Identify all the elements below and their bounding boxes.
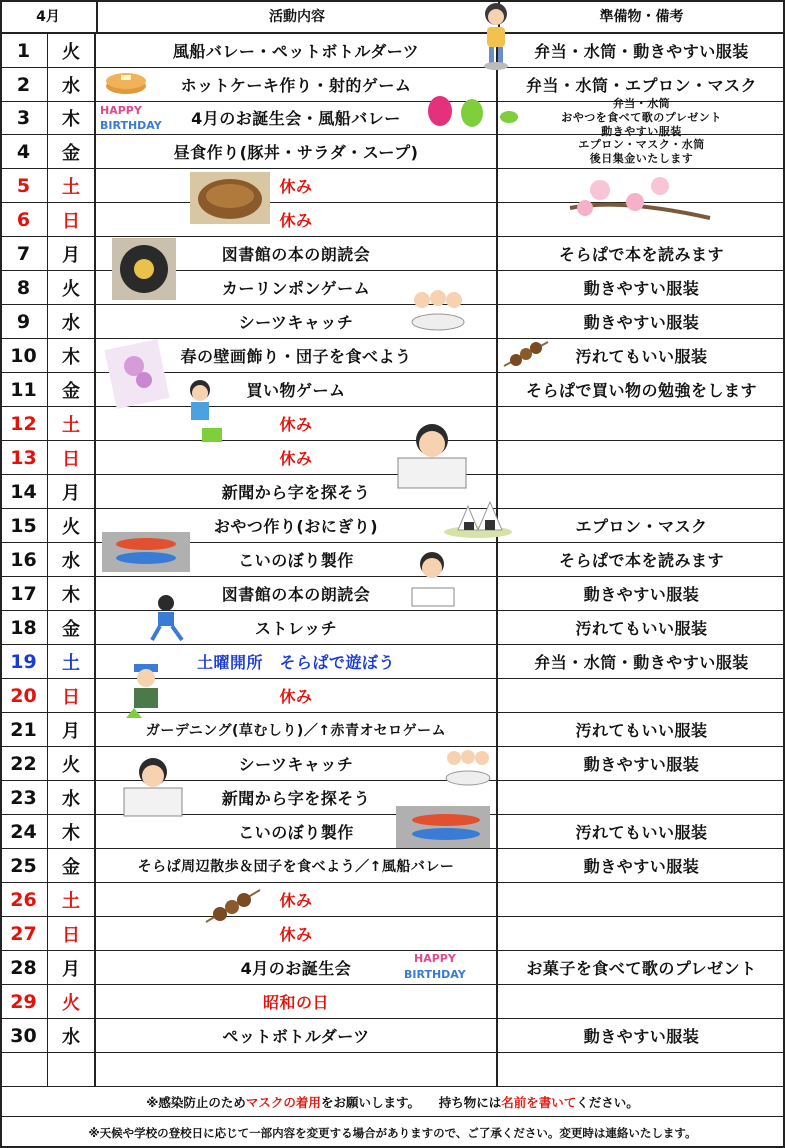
day-number: 29 bbox=[0, 985, 48, 1018]
footer-note-mask bbox=[0, 1087, 785, 1117]
weekday: 金 bbox=[48, 849, 96, 882]
empty-cell bbox=[498, 1053, 785, 1086]
weekday: 火 bbox=[48, 271, 96, 304]
day-number: 11 bbox=[0, 373, 48, 406]
table-row bbox=[0, 203, 785, 237]
weekday: 日 bbox=[48, 441, 96, 474]
footer-text-1a: ※感染防止のため bbox=[146, 1094, 246, 1110]
notes-cell: 汚れてもいい服装 bbox=[575, 721, 708, 740]
day-number: 22 bbox=[0, 747, 48, 780]
weekday: 水 bbox=[48, 781, 96, 814]
notes-header: 準備物・備考 bbox=[599, 9, 684, 25]
activity-cell: 新聞から字を探そう bbox=[96, 781, 498, 814]
notes-cell bbox=[498, 883, 785, 916]
weekday: 木 bbox=[48, 815, 96, 848]
notes-cell bbox=[498, 441, 785, 474]
notes-cell bbox=[498, 169, 785, 202]
activity-cell: 新聞から字を探そう bbox=[96, 475, 498, 508]
activity-cell: こいのぼり製作 bbox=[96, 815, 498, 848]
activity-cell: 図書館の本の朗読会 bbox=[96, 577, 498, 610]
table-row bbox=[0, 373, 785, 407]
weekday: 日 bbox=[48, 917, 96, 950]
day-number: 10 bbox=[0, 339, 48, 372]
notes-cell: 動きやすい服装 bbox=[583, 1027, 700, 1046]
empty-cell bbox=[0, 1053, 48, 1086]
table-row-empty bbox=[0, 1053, 785, 1087]
day-number: 1 bbox=[0, 34, 48, 67]
notes-cell: 動きやすい服装 bbox=[583, 755, 700, 774]
footer-text-1d: 名前を書いて bbox=[501, 1094, 577, 1110]
activity-cell: シーツキャッチ bbox=[96, 305, 498, 338]
table-row bbox=[0, 917, 785, 951]
day-number: 25 bbox=[0, 849, 48, 882]
notes-cell: 動きやすい服装 bbox=[583, 313, 700, 332]
activity-cell: 休み bbox=[96, 203, 498, 236]
table-row bbox=[0, 96, 785, 138]
activity-cell: 昼食作り(豚丼・サラダ・スープ) bbox=[96, 135, 498, 168]
day-number: 15 bbox=[0, 509, 48, 542]
table-row bbox=[0, 305, 785, 339]
table-row bbox=[0, 34, 785, 68]
table-row bbox=[0, 645, 785, 679]
activity-cell: こいのぼり製作 bbox=[96, 543, 498, 576]
day-number: 5 bbox=[0, 169, 48, 202]
notes-cell: 動きやすい服装 bbox=[583, 279, 700, 298]
weekday: 木 bbox=[48, 101, 96, 134]
notes-cell bbox=[498, 96, 785, 138]
notes-cell bbox=[498, 917, 785, 950]
table-row bbox=[0, 237, 785, 271]
day-number: 13 bbox=[0, 441, 48, 474]
notes-cell bbox=[498, 475, 785, 508]
table-row bbox=[0, 475, 785, 509]
day-number: 20 bbox=[0, 679, 48, 712]
day-number: 19 bbox=[0, 645, 48, 678]
table-row bbox=[0, 747, 785, 781]
activity-header: 活動内容 bbox=[96, 0, 500, 32]
activity-cell: 買い物ゲーム bbox=[96, 373, 498, 406]
notes-cell: エプロン・マスク bbox=[575, 517, 708, 536]
activity-cell: 休み bbox=[96, 169, 498, 202]
month-label: 4月 bbox=[0, 0, 98, 32]
weekday: 日 bbox=[48, 679, 96, 712]
notes-cell bbox=[498, 203, 785, 236]
empty-cell bbox=[96, 1053, 498, 1086]
notes-cell bbox=[498, 985, 785, 1018]
notes-cell: そらぱで本を読みます bbox=[558, 245, 724, 264]
table-row bbox=[0, 543, 785, 577]
weekday: 金 bbox=[48, 135, 96, 168]
weekday: 木 bbox=[48, 577, 96, 610]
day-number: 12 bbox=[0, 407, 48, 440]
table-row bbox=[0, 509, 785, 543]
footer-text-2: ※天候や学校の登校日に応じて一部内容を変更する場合がありますので、ご了承ください。変更時は連絡いたします。 bbox=[88, 1125, 697, 1140]
day-number: 4 bbox=[0, 135, 48, 168]
activity-cell: 休み bbox=[96, 441, 498, 474]
weekday: 水 bbox=[48, 305, 96, 338]
weekday: 火 bbox=[48, 34, 96, 67]
day-number: 9 bbox=[0, 305, 48, 338]
table-row bbox=[0, 339, 785, 373]
day-number: 21 bbox=[0, 713, 48, 746]
table-row bbox=[0, 713, 785, 747]
activity-cell: 春の壁画飾り・団子を食べよう bbox=[96, 339, 498, 372]
birthday-text-1: HAPPY bbox=[100, 104, 142, 117]
footer-text-1b: マスクの着用 bbox=[245, 1094, 321, 1110]
day-number: 16 bbox=[0, 543, 48, 576]
day-number: 27 bbox=[0, 917, 48, 950]
weekday: 土 bbox=[48, 883, 96, 916]
table-row bbox=[0, 407, 785, 441]
notes-cell: お菓子を食べて歌のプレゼント bbox=[526, 959, 757, 978]
notes-cell: そらぱで本を読みます bbox=[558, 551, 724, 570]
footer-text-1e: ください。 bbox=[576, 1094, 639, 1110]
day-number: 18 bbox=[0, 611, 48, 644]
weekday: 土 bbox=[48, 645, 96, 678]
activity-cell: ホットケーキ作り・射的ゲーム bbox=[96, 68, 498, 101]
notes-cell: 汚れてもいい服装 bbox=[575, 619, 708, 638]
table-row bbox=[0, 441, 785, 475]
day-number: 17 bbox=[0, 577, 48, 610]
table-row bbox=[0, 577, 785, 611]
day-number: 30 bbox=[0, 1019, 48, 1052]
activity-cell: ストレッチ bbox=[96, 611, 498, 644]
birthday2-text-2: BIRTHDAY bbox=[404, 968, 466, 981]
weekday: 火 bbox=[48, 985, 96, 1018]
notes-cell: 動きやすい服装 bbox=[583, 585, 700, 604]
table-row bbox=[0, 883, 785, 917]
weekday: 月 bbox=[48, 475, 96, 508]
notes-cell bbox=[498, 781, 785, 814]
activity-cell: シーツキャッチ bbox=[96, 747, 498, 780]
notes-line: 弁当・水筒 bbox=[612, 96, 671, 110]
day-number: 28 bbox=[0, 951, 48, 984]
footer-note-change bbox=[0, 1117, 785, 1148]
birthday-text-2: BIRTHDAY bbox=[100, 119, 162, 132]
notes-cell: そらぱで買い物の勉強をします bbox=[525, 381, 757, 400]
notes-cell: 汚れてもいい服装 bbox=[575, 347, 708, 366]
weekday: 土 bbox=[48, 169, 96, 202]
notes-cell: 弁当・水筒・エプロン・マスク bbox=[525, 76, 757, 95]
activity-cell: 休み bbox=[96, 407, 498, 440]
table-row bbox=[0, 849, 785, 883]
activity-cell: おやつ作り(おにぎり) bbox=[96, 509, 498, 542]
activity-cell: 休み bbox=[96, 917, 498, 950]
weekday: 水 bbox=[48, 543, 96, 576]
weekday: 水 bbox=[48, 1019, 96, 1052]
notes-line: エプロン・マスク・水筒 bbox=[578, 137, 705, 151]
notes-cell: 動きやすい服装 bbox=[583, 857, 700, 876]
activity-cell: 風船バレー・ペットボトルダーツ bbox=[96, 34, 498, 67]
day-number: 26 bbox=[0, 883, 48, 916]
weekday: 土 bbox=[48, 407, 96, 440]
weekday: 火 bbox=[48, 747, 96, 780]
table-row bbox=[0, 169, 785, 203]
weekday: 木 bbox=[48, 339, 96, 372]
notes-cell bbox=[498, 407, 785, 440]
notes-cell: 弁当・水筒・動きやすい服装 bbox=[534, 42, 749, 61]
table-row bbox=[0, 611, 785, 645]
notes-cell: 弁当・水筒・動きやすい服装 bbox=[534, 653, 749, 672]
day-number: 7 bbox=[0, 237, 48, 270]
day-number: 23 bbox=[0, 781, 48, 814]
activity-cell: 休み bbox=[96, 679, 498, 712]
notes-line: 動きやすい服装 bbox=[601, 124, 682, 138]
notes-cell bbox=[498, 679, 785, 712]
birthday2-text-1: HAPPY bbox=[414, 952, 456, 965]
notes-line: 後日集金いたします bbox=[589, 151, 694, 165]
activity-cell: カーリンポンゲーム bbox=[96, 271, 498, 304]
weekday: 水 bbox=[48, 68, 96, 101]
activity-cell: 土曜開所 そらぱで遊ぼう bbox=[96, 645, 498, 678]
weekday: 火 bbox=[48, 509, 96, 542]
weekday: 月 bbox=[48, 951, 96, 984]
notes-line: おやつを食べて歌のプレゼント bbox=[561, 110, 722, 124]
weekday: 月 bbox=[48, 713, 96, 746]
notes-cell: 汚れてもいい服装 bbox=[575, 823, 708, 842]
activity-cell: 休み bbox=[96, 883, 498, 916]
day-number: 6 bbox=[0, 203, 48, 236]
table-row bbox=[0, 271, 785, 305]
day-number: 24 bbox=[0, 815, 48, 848]
table-header bbox=[0, 0, 785, 34]
day-number: 3 bbox=[0, 101, 48, 134]
weekday: 金 bbox=[48, 373, 96, 406]
empty-cell bbox=[48, 1053, 96, 1086]
weekday: 金 bbox=[48, 611, 96, 644]
table-row bbox=[0, 985, 785, 1019]
activity-cell: ガーデニング(草むしり)／↑赤青オセロゲーム bbox=[96, 713, 498, 746]
activity-cell: そらぱ周辺散歩＆団子を食べよう／↑風船バレー bbox=[96, 849, 498, 882]
notes-cell bbox=[498, 135, 785, 168]
table-row bbox=[0, 781, 785, 815]
table-row bbox=[0, 815, 785, 849]
activity-cell: ペットボトルダーツ bbox=[96, 1019, 498, 1052]
day-number: 14 bbox=[0, 475, 48, 508]
weekday: 月 bbox=[48, 237, 96, 270]
table-row bbox=[0, 135, 785, 169]
activity-cell: 4月のお誕生会 bbox=[96, 951, 498, 984]
day-number: 2 bbox=[0, 68, 48, 101]
weekday: 日 bbox=[48, 203, 96, 236]
activity-cell: 昭和の日 bbox=[96, 985, 498, 1018]
table-row bbox=[0, 951, 785, 985]
activity-cell: 4月のお誕生会・風船バレー bbox=[96, 101, 498, 134]
footer-text-1c: をお願いします。 持ち物には bbox=[320, 1094, 502, 1110]
activity-cell: 図書館の本の朗読会 bbox=[96, 237, 498, 270]
day-number: 8 bbox=[0, 271, 48, 304]
table-row bbox=[0, 679, 785, 713]
table-row bbox=[0, 1019, 785, 1053]
